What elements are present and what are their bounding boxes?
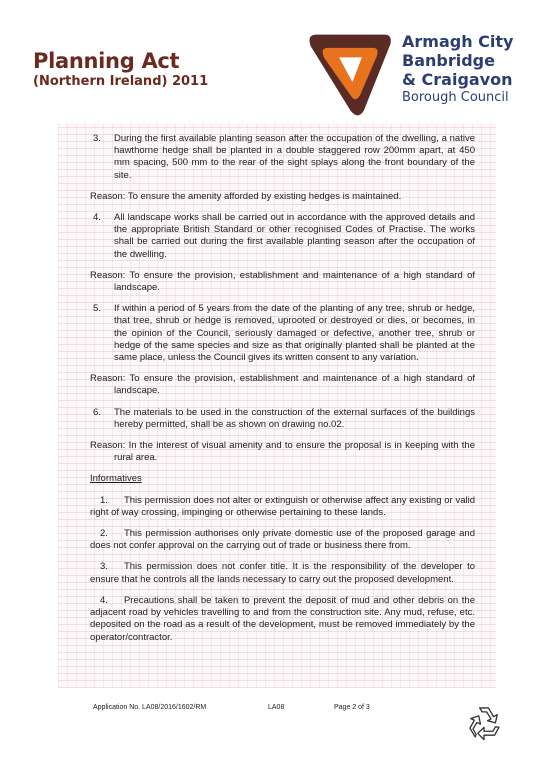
informative-number: 3. bbox=[100, 561, 108, 573]
condition-number: 5. bbox=[93, 303, 101, 315]
condition-number: 4. bbox=[93, 212, 101, 224]
condition-item bbox=[90, 212, 475, 261]
act-title: Planning Act bbox=[33, 49, 180, 73]
page-number: Page 2 of 3 bbox=[334, 704, 370, 711]
council-line-2: Banbridge bbox=[402, 51, 495, 70]
council-code: LA08 bbox=[268, 704, 285, 711]
act-subtitle: (Northern Ireland) 2011 bbox=[33, 74, 209, 89]
condition-item bbox=[90, 303, 475, 364]
condition-number: 6. bbox=[93, 406, 101, 418]
informative-text: This permission authorises only private domestic use of the proposed garage and does not confer approval on the carrying out of trade or business there from. bbox=[90, 528, 475, 552]
council-line-4: Borough Council bbox=[402, 90, 509, 105]
informative-text: This permission does not alter or extinguish or otherwise affect any existing or valid right of way crossing, impinging or otherwise pertaining to these lands. bbox=[90, 494, 475, 518]
condition-text: All landscape works shall be carried out in accordance with the approved details and the appropriate British Standard or other recognised Codes of Practise. The works shall be carried out during the first available planting season after the occupation of the dwelling. bbox=[114, 212, 475, 260]
council-logo-icon bbox=[303, 27, 398, 122]
condition-text: During the first available planting season after the occupation of the dwelling, a native hawthorne hedge shall be planted in a double staggered row 200mm apart, at 450 mm spacing, 500 mm to the rear of the sight splays along the front boundary of the site. bbox=[114, 133, 475, 181]
council-line-3: & Craigavon bbox=[402, 70, 513, 89]
informatives-heading: Informatives bbox=[90, 473, 142, 485]
informative-item bbox=[90, 495, 475, 519]
informative-text: Precautions shall be taken to prevent the deposit of mud and other debris on the adjacent road by vehicles travelling to and from the construction site. Any mud, refuse, etc. deposited on the road as a result of the development, must be removed immediately by the operator/contractor. bbox=[90, 594, 475, 643]
application-number: Application No. LA08/2016/1602/RM bbox=[93, 704, 207, 711]
council-line-1: Armagh City bbox=[402, 32, 514, 51]
condition-number: 3. bbox=[93, 133, 101, 144]
condition-item bbox=[90, 407, 475, 431]
informative-item bbox=[90, 561, 475, 585]
condition-reason: Reason: To ensure the provision, establishment and maintenance of a high standard of landscape. bbox=[90, 373, 475, 397]
council-name bbox=[402, 32, 513, 106]
condition-reason: Reason: In the interest of visual amenity and to ensure the proposal is in keeping with the rural area. bbox=[90, 440, 475, 464]
informative-item bbox=[90, 595, 475, 644]
condition-reason: Reason: To ensure the amenity afforded by existing hedges is maintained. bbox=[90, 190, 402, 202]
informative-item bbox=[90, 528, 475, 552]
condition-text: The materials to be used in the construction of the external surfaces of the buildings hereby permitted, shall be as shown on drawing no.02. bbox=[114, 406, 475, 430]
informative-number: 1. bbox=[100, 494, 108, 506]
recycle-icon bbox=[462, 700, 506, 744]
informative-number: 4. bbox=[100, 594, 108, 606]
informative-number: 2. bbox=[100, 528, 108, 540]
condition-reason: Reason: To ensure the provision, establishment and maintenance of a high standard of landscape. bbox=[90, 269, 475, 294]
document-body bbox=[90, 133, 475, 653]
condition-text: If within a period of 5 years from the date of the planting of any tree, shrub or hedge, that tree, shrub or hedge is removed, uprooted or destroyed or dies, or becomes, in the opinion of the Council, seriously damaged or defective, another tree, shrub or hedge of the same species and size as that originally planted shall be planted at the same place, unless the Council gives its written consent to any variation. bbox=[114, 303, 475, 364]
condition-item bbox=[90, 133, 475, 182]
informative-text: This permission does not confer title. It is the responsibility of the developer to ensure that he controls all the lands necessary to carry out the proposed development. bbox=[90, 561, 475, 585]
